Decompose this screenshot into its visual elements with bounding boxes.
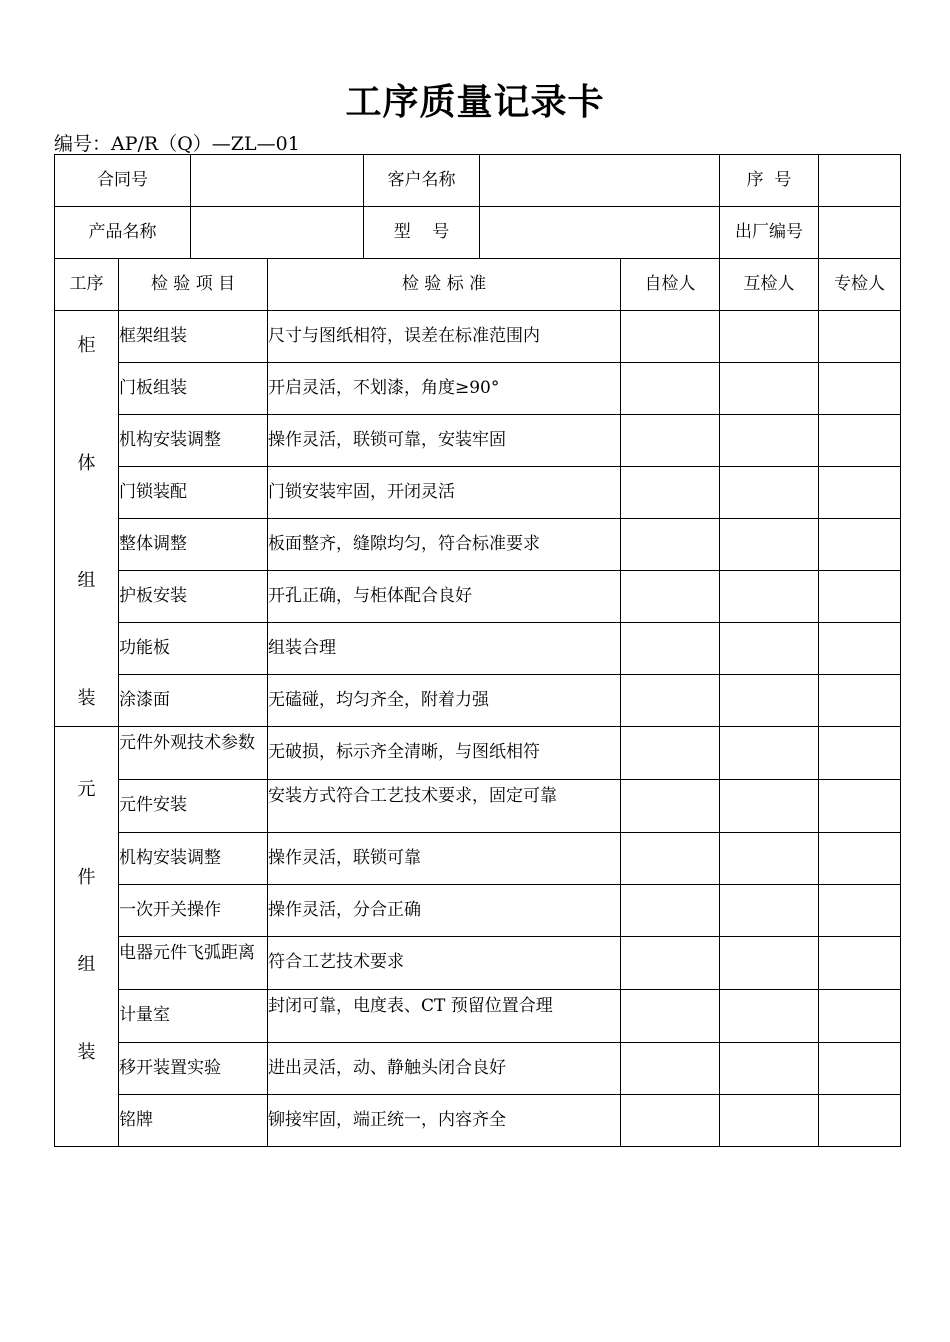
- inspection-item: 铭牌: [119, 1109, 153, 1130]
- table-row: [55, 990, 901, 1043]
- inspection-item: 元件外观技术参数: [119, 733, 255, 753]
- table-row: [55, 363, 901, 415]
- table-row: [55, 885, 901, 937]
- inspection-item: 计量室: [119, 1005, 170, 1026]
- customer-label: 客户名称: [364, 155, 480, 207]
- mutual-inspector-field[interactable]: [720, 519, 819, 571]
- table-row: [55, 833, 901, 885]
- self-inspector-field[interactable]: [621, 937, 720, 990]
- contract-field[interactable]: [191, 155, 364, 207]
- process-group-char: 体: [77, 452, 96, 474]
- mutual-inspector-field[interactable]: [720, 780, 819, 833]
- inspection-item-cell: [119, 415, 268, 467]
- mutual-inspector-field[interactable]: [720, 727, 819, 780]
- inspection-item-cell: [119, 675, 268, 727]
- inspection-item-cell: [119, 311, 268, 363]
- factory-number-field[interactable]: [819, 207, 901, 259]
- inspection-item-cell: [119, 1095, 268, 1147]
- inspection-standard-cell: [268, 311, 621, 363]
- self-inspector-field[interactable]: [621, 1043, 720, 1095]
- inspection-item-cell: [119, 519, 268, 571]
- inspection-standard-wrap: [268, 780, 620, 832]
- inspection-standard: 开孔正确，与柜体配合良好: [268, 585, 472, 606]
- table-row: [55, 727, 901, 780]
- col-inspection-item: 检 验 项 目: [119, 259, 268, 311]
- inspection-standard: 尺寸与图纸相符，误差在标准范围内: [268, 325, 540, 346]
- inspection-standard: 无磕碰，均匀齐全，附着力强: [268, 689, 489, 710]
- quality-record-table: [54, 154, 901, 1147]
- inspection-standard: 开启灵活，不划漆，角度≥90°: [268, 377, 500, 398]
- inspection-standard-cell: [268, 571, 621, 623]
- inspection-item-wrap: [119, 937, 267, 989]
- inspection-standard-cell: [268, 727, 621, 780]
- inspection-standard-cell: [268, 519, 621, 571]
- self-inspector-field[interactable]: [621, 675, 720, 727]
- mutual-inspector-field[interactable]: [720, 467, 819, 519]
- mutual-inspector-field[interactable]: [720, 675, 819, 727]
- customer-field[interactable]: [480, 155, 720, 207]
- inspection-item-cell: [119, 1043, 268, 1095]
- self-inspector-field[interactable]: [621, 727, 720, 780]
- inspection-body: [55, 311, 901, 1147]
- special-inspector-field[interactable]: [819, 467, 901, 519]
- inspection-standard: 安装方式符合工艺技术要求，固定可靠: [268, 786, 557, 806]
- special-inspector-field[interactable]: [819, 990, 901, 1043]
- inspection-standard: 符合工艺技术要求: [268, 952, 404, 973]
- process-group-2: [55, 727, 119, 1147]
- special-inspector-field[interactable]: [819, 675, 901, 727]
- col-special-inspector: 专检人: [819, 259, 901, 311]
- process-group-char: 柜: [77, 335, 96, 356]
- special-inspector-field[interactable]: [819, 780, 901, 833]
- table-row: [55, 1095, 901, 1147]
- mutual-inspector-field[interactable]: [720, 311, 819, 363]
- inspection-item-cell: [119, 990, 268, 1043]
- inspection-item: 一次开关操作: [119, 899, 221, 920]
- self-inspector-field[interactable]: [621, 990, 720, 1043]
- process-group-char: 装: [77, 687, 96, 709]
- table-row: [55, 415, 901, 467]
- table-row: [55, 467, 901, 519]
- inspection-item-cell: [119, 833, 268, 885]
- self-inspector-field[interactable]: [621, 571, 720, 623]
- inspection-item: 门锁装配: [119, 481, 187, 502]
- inspection-standard-cell: [268, 675, 621, 727]
- mutual-inspector-field[interactable]: [720, 1095, 819, 1147]
- inspection-item-cell: [119, 780, 268, 833]
- process-group-1: [55, 311, 119, 727]
- inspection-standard-cell: [268, 937, 621, 990]
- process-group-char: 元: [77, 779, 96, 800]
- factory-number-label: 出厂编号: [720, 207, 819, 259]
- column-header-row: [55, 259, 901, 311]
- inspection-item: 电器元件飞弧距离: [119, 943, 255, 963]
- page-title: 工序质量记录卡: [345, 82, 605, 123]
- self-inspector-field[interactable]: [621, 519, 720, 571]
- special-inspector-field[interactable]: [819, 311, 901, 363]
- inspection-item-cell: [119, 363, 268, 415]
- inspection-item: 整体调整: [119, 533, 187, 554]
- inspection-standard: 铆接牢固，端正统一，内容齐全: [268, 1109, 506, 1130]
- col-process: 工序: [55, 259, 119, 311]
- inspection-standard-cell: [268, 833, 621, 885]
- col-self-inspector: 自检人: [621, 259, 720, 311]
- inspection-item: 门板组装: [119, 377, 187, 398]
- process-group-char: 组: [77, 954, 96, 975]
- mutual-inspector-field[interactable]: [720, 1043, 819, 1095]
- inspection-standard: 无破损，标示齐全清晰，与图纸相符: [268, 742, 540, 763]
- inspection-standard: 板面整齐，缝隙均匀，符合标准要求: [268, 533, 540, 554]
- self-inspector-field[interactable]: [621, 363, 720, 415]
- table-row: [55, 1043, 901, 1095]
- inspection-standard-cell: [268, 415, 621, 467]
- inspection-standard-cell: [268, 990, 621, 1043]
- mutual-inspector-field[interactable]: [720, 833, 819, 885]
- mutual-inspector-field[interactable]: [720, 885, 819, 937]
- mutual-inspector-field[interactable]: [720, 990, 819, 1043]
- self-inspector-field[interactable]: [621, 623, 720, 675]
- serial-label: 序 号: [720, 155, 819, 207]
- inspection-standard-cell: [268, 363, 621, 415]
- mutual-inspector-field[interactable]: [720, 623, 819, 675]
- serial-field[interactable]: [819, 155, 901, 207]
- table-row: [55, 780, 901, 833]
- product-field[interactable]: [191, 207, 364, 259]
- special-inspector-field[interactable]: [819, 415, 901, 467]
- self-inspector-field[interactable]: [621, 415, 720, 467]
- special-inspector-field[interactable]: [819, 1043, 901, 1095]
- process-group-char: 件: [77, 866, 96, 888]
- inspection-standard-cell: [268, 885, 621, 937]
- inspection-item: 框架组装: [119, 325, 187, 346]
- self-inspector-field[interactable]: [621, 780, 720, 833]
- inspection-standard: 操作灵活，分合正确: [268, 899, 421, 920]
- inspection-standard-cell: [268, 467, 621, 519]
- special-inspector-field[interactable]: [819, 623, 901, 675]
- table-row: [55, 519, 901, 571]
- special-inspector-field[interactable]: [819, 885, 901, 937]
- inspection-item: 功能板: [119, 637, 170, 658]
- inspection-standard-wrap: [268, 990, 620, 1042]
- special-inspector-field[interactable]: [819, 519, 901, 571]
- inspection-standard: 操作灵活，联锁可靠: [268, 847, 421, 868]
- model-field[interactable]: [480, 207, 720, 259]
- inspection-item: 移开装置实验: [119, 1057, 221, 1078]
- inspection-standard: 进出灵活，动、静触头闭合良好: [268, 1057, 506, 1078]
- table-row: [55, 311, 901, 363]
- table-row: [55, 937, 901, 990]
- header-row-1: [55, 155, 901, 207]
- special-inspector-field[interactable]: [819, 363, 901, 415]
- inspection-standard-cell: [268, 1043, 621, 1095]
- inspection-standard: 操作灵活，联锁可靠，安装牢固: [268, 429, 506, 450]
- process-group-char: 组: [77, 570, 96, 591]
- inspection-item: 护板安装: [119, 585, 187, 606]
- mutual-inspector-field[interactable]: [720, 937, 819, 990]
- inspection-item-cell: [119, 467, 268, 519]
- col-inspection-standard: 检 验 标 准: [268, 259, 621, 311]
- special-inspector-field[interactable]: [819, 937, 901, 990]
- special-inspector-field[interactable]: [819, 571, 901, 623]
- process-group-char: 装: [77, 1041, 96, 1063]
- inspection-item-cell: [119, 623, 268, 675]
- inspection-standard-cell: [268, 780, 621, 833]
- table-row: [55, 571, 901, 623]
- document-code: 编号：AP/R（Q）—ZL—01: [54, 133, 300, 155]
- inspection-item: 机构安装调整: [119, 847, 221, 868]
- special-inspector-field[interactable]: [819, 1095, 901, 1147]
- table-row: [55, 623, 901, 675]
- product-label: 产品名称: [55, 207, 191, 259]
- special-inspector-field[interactable]: [819, 727, 901, 780]
- inspection-item-cell: [119, 571, 268, 623]
- table-row: [55, 675, 901, 727]
- self-inspector-field[interactable]: [621, 467, 720, 519]
- inspection-standard: 组装合理: [268, 637, 336, 658]
- special-inspector-field[interactable]: [819, 833, 901, 885]
- contract-label: 合同号: [55, 155, 191, 207]
- inspection-item: 机构安装调整: [119, 429, 221, 450]
- inspection-item-cell: [119, 885, 268, 937]
- self-inspector-field[interactable]: [621, 833, 720, 885]
- inspection-standard-cell: [268, 1095, 621, 1147]
- inspection-item-wrap: [119, 727, 267, 779]
- inspection-item-cell: [119, 937, 268, 990]
- model-label: 型 号: [364, 207, 480, 259]
- mutual-inspector-field[interactable]: [720, 571, 819, 623]
- mutual-inspector-field[interactable]: [720, 363, 819, 415]
- inspection-standard: 门锁安装牢固，开闭灵活: [268, 481, 455, 502]
- header-row-2: [55, 207, 901, 259]
- self-inspector-field[interactable]: [621, 311, 720, 363]
- inspection-standard-cell: [268, 623, 621, 675]
- self-inspector-field[interactable]: [621, 1095, 720, 1147]
- inspection-item: 涂漆面: [119, 689, 170, 710]
- self-inspector-field[interactable]: [621, 885, 720, 937]
- mutual-inspector-field[interactable]: [720, 415, 819, 467]
- col-mutual-inspector: 互检人: [720, 259, 819, 311]
- inspection-item: 元件安装: [119, 795, 187, 816]
- inspection-item-cell: [119, 727, 268, 780]
- inspection-standard: 封闭可靠，电度表、CT 预留位置合理: [268, 996, 553, 1016]
